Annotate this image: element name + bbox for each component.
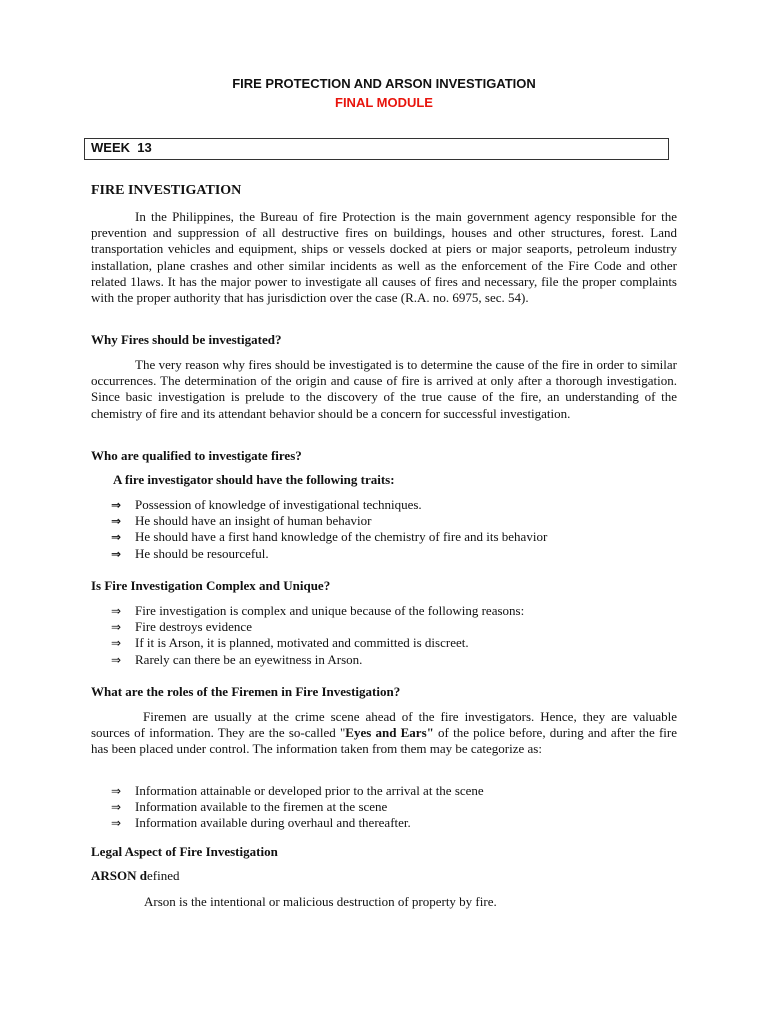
arrow-bullet-icon: ⇒	[111, 546, 122, 561]
list-item: ⇒ He should be resourceful.	[111, 545, 269, 561]
list-item: ⇒ Information attainable or developed prior to the arrival at the scene	[111, 783, 484, 798]
list-item: ⇒ Fire destroys evidence	[111, 619, 252, 635]
paragraph-why-investigated: The very reason why fires should be investigated is to determine the cause of the fire in order to similar occurrences. The determination of the origin and cause of fire is arrived at only after a thorough investigation. Since basic investigation is prelude to the discovery of the true cause of the fire, an understanding of the chemistry of fire and its attendant behavior should be a concern for successful investigation.	[91, 357, 677, 421]
paragraph-firemen-roles: Firemen are usually at the crime scene ahead of the fire investigators. Hence, they are valuable sources of information. They are the so-called "Eyes and Ears" of the police before, during and after the fire has been placed under control. The information taken from them may be categorize as:	[91, 709, 677, 757]
heading-who-qualified: Who are qualified to investigate fires?	[91, 448, 302, 463]
list-item: ⇒ Rarely can there be an eyewitness in Arson.	[111, 651, 363, 667]
arrow-bullet-icon: ⇒	[111, 652, 122, 667]
arrow-bullet-icon: ⇒	[111, 530, 122, 545]
list-item: ⇒ Information available during overhaul and thereafter.	[111, 815, 411, 831]
heading-firemen-roles: What are the roles of the Firemen in Fire Investigation?	[91, 684, 401, 699]
week-label-box	[84, 138, 669, 160]
list-item: ⇒ He should have a first hand knowledge of the chemistry of fire and its behavior	[111, 529, 548, 545]
arrow-bullet-icon: ⇒	[111, 800, 122, 815]
heading-complex-unique: Is Fire Investigation Complex and Unique?	[91, 578, 331, 593]
arson-defined-line: ARSON defined	[91, 868, 180, 883]
arrow-bullet-icon: ⇒	[111, 514, 122, 529]
arson-definition: Arson is the intentional or malicious destruction of property by fire.	[144, 894, 497, 909]
eyes-and-ears-term: Eyes and Ears"	[345, 725, 434, 741]
arrow-bullet-icon: ⇒	[111, 498, 122, 512]
arrow-bullet-icon: ⇒	[111, 604, 122, 618]
arrow-bullet-icon: ⇒	[111, 784, 122, 798]
list-item: ⇒ Information available to the firemen at the scene	[111, 799, 388, 815]
week-label: WEEK 13	[91, 140, 152, 155]
module-subtitle: FINAL MODULE	[335, 95, 433, 110]
list-item: ⇒ Possession of knowledge of investigational techniques.	[111, 497, 422, 512]
list-item: ⇒ He should have an insight of human behavior	[111, 513, 372, 529]
traits-list	[91, 497, 697, 562]
reasons-list	[91, 603, 697, 668]
heading-why-investigated: Why Fires should be investigated?	[91, 332, 282, 347]
list-item: ⇒ If it is Arson, it is planned, motivated and committed is discreet.	[111, 635, 469, 651]
arrow-bullet-icon: ⇒	[111, 620, 122, 635]
arrow-bullet-icon: ⇒	[111, 636, 122, 651]
heading-legal-aspect: Legal Aspect of Fire Investigation	[91, 844, 278, 859]
arrow-bullet-icon: ⇒	[111, 816, 122, 831]
heading-fire-investigation: FIRE INVESTIGATION	[91, 183, 242, 198]
information-list	[91, 783, 697, 832]
list-item: ⇒ Fire investigation is complex and unique because of the following reasons:	[111, 603, 525, 618]
paragraph-fire-investigation: In the Philippines, the Bureau of fire Protection is the main government agency responsible for the prevention and suppression of all destructive fires on buildings, houses and other structures, forest. Land transportation vehicles and equipment, ships or vessels docked at piers or major seaports, petroleum industry installation, plane crashes and other similar incidents as well as the enforcement of the Fire Code and other related 1laws. It has the major power to investigate all causes of fires and necessary, file the proper complaints with the proper authority that has jurisdiction over the case (R.A. no. 6975, sec. 54).	[91, 209, 677, 306]
subheading-traits: A fire investigator should have the following traits:	[113, 472, 395, 487]
document-title: FIRE PROTECTION AND ARSON INVESTIGATION	[232, 76, 536, 91]
